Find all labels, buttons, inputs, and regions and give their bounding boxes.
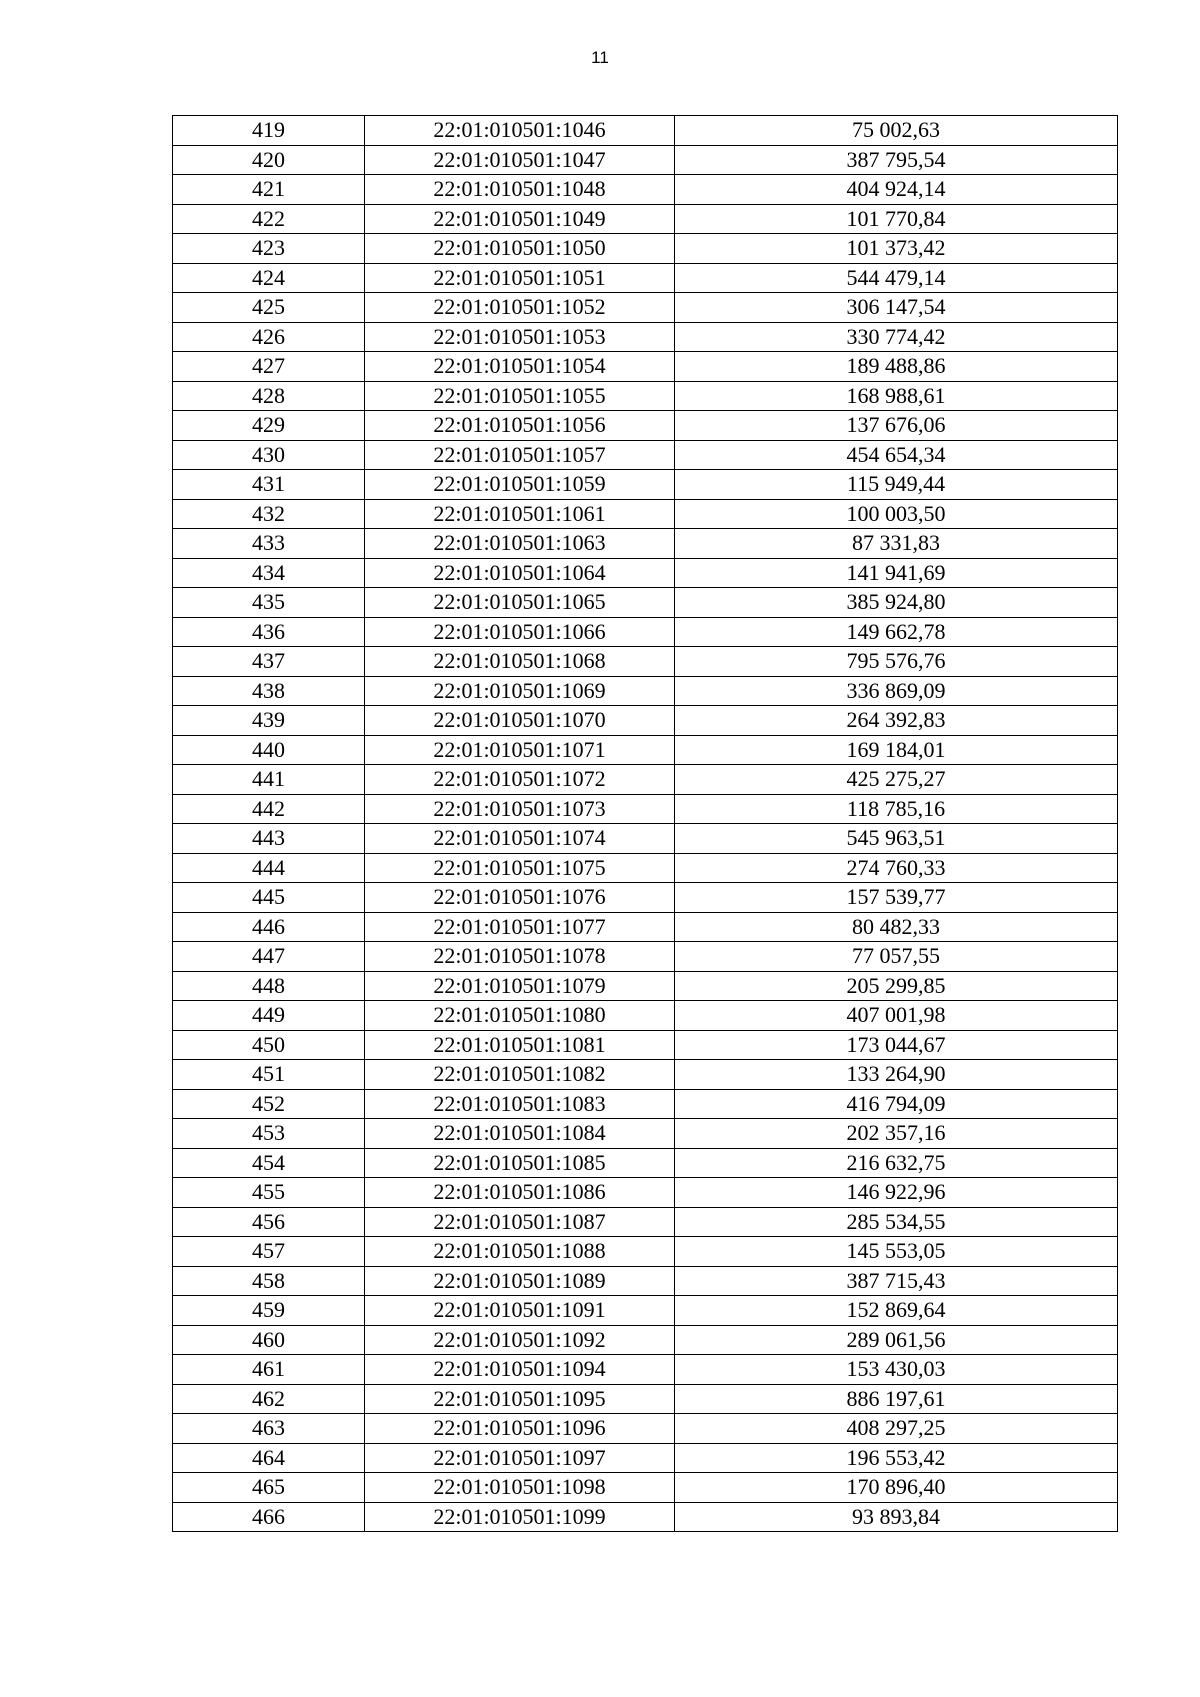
row-number-cell: 464 — [173, 1443, 365, 1473]
row-number-cell: 437 — [173, 647, 365, 677]
cadastral-number-cell: 22:01:010501:1072 — [365, 765, 675, 795]
table-row — [173, 293, 1118, 323]
cadastral-number-cell: 22:01:010501:1052 — [365, 293, 675, 323]
table-row — [173, 676, 1118, 706]
value-cell: 101 373,42 — [675, 234, 1118, 264]
cadastral-number-cell: 22:01:010501:1098 — [365, 1473, 675, 1503]
table-row — [173, 175, 1118, 205]
cadastral-number-cell: 22:01:010501:1071 — [365, 735, 675, 765]
row-number-cell: 455 — [173, 1178, 365, 1208]
row-number-cell: 443 — [173, 824, 365, 854]
cadastral-number-cell: 22:01:010501:1069 — [365, 676, 675, 706]
page-number: 11 — [591, 48, 609, 67]
table-row — [173, 263, 1118, 293]
row-number-cell: 435 — [173, 588, 365, 618]
table-row — [173, 1119, 1118, 1149]
table-row — [173, 1030, 1118, 1060]
table-row — [173, 1325, 1118, 1355]
table-row — [173, 470, 1118, 500]
table-row — [173, 971, 1118, 1001]
value-cell: 118 785,16 — [675, 794, 1118, 824]
row-number-cell: 425 — [173, 293, 365, 323]
value-cell: 157 539,77 — [675, 883, 1118, 913]
value-cell: 216 632,75 — [675, 1148, 1118, 1178]
cadastral-number-cell: 22:01:010501:1085 — [365, 1148, 675, 1178]
row-number-cell: 442 — [173, 794, 365, 824]
row-number-cell: 466 — [173, 1502, 365, 1532]
cadastral-number-cell: 22:01:010501:1079 — [365, 971, 675, 1001]
row-number-cell: 420 — [173, 145, 365, 175]
row-number-cell: 433 — [173, 529, 365, 559]
value-cell: 285 534,55 — [675, 1207, 1118, 1237]
cadastral-number-cell: 22:01:010501:1087 — [365, 1207, 675, 1237]
value-cell: 173 044,67 — [675, 1030, 1118, 1060]
value-cell: 330 774,42 — [675, 322, 1118, 352]
table-row — [173, 558, 1118, 588]
cadastral-number-cell: 22:01:010501:1091 — [365, 1296, 675, 1326]
cadastral-number-cell: 22:01:010501:1068 — [365, 647, 675, 677]
value-cell: 87 331,83 — [675, 529, 1118, 559]
table-row — [173, 499, 1118, 529]
row-number-cell: 449 — [173, 1001, 365, 1031]
value-cell: 169 184,01 — [675, 735, 1118, 765]
cadastral-number-cell: 22:01:010501:1064 — [365, 558, 675, 588]
row-number-cell: 436 — [173, 617, 365, 647]
row-number-cell: 462 — [173, 1384, 365, 1414]
cadastral-number-cell: 22:01:010501:1099 — [365, 1502, 675, 1532]
row-number-cell: 457 — [173, 1237, 365, 1267]
value-cell: 264 392,83 — [675, 706, 1118, 736]
cadastral-number-cell: 22:01:010501:1063 — [365, 529, 675, 559]
cadastral-number-cell: 22:01:010501:1053 — [365, 322, 675, 352]
cadastral-number-cell: 22:01:010501:1080 — [365, 1001, 675, 1031]
cadastral-number-cell: 22:01:010501:1046 — [365, 116, 675, 146]
cadastral-number-cell: 22:01:010501:1089 — [365, 1266, 675, 1296]
cadastral-number-cell: 22:01:010501:1095 — [365, 1384, 675, 1414]
row-number-cell: 424 — [173, 263, 365, 293]
cadastral-number-cell: 22:01:010501:1070 — [365, 706, 675, 736]
cadastral-number-cell: 22:01:010501:1051 — [365, 263, 675, 293]
table-row — [173, 381, 1118, 411]
table-row — [173, 1443, 1118, 1473]
table-row — [173, 647, 1118, 677]
table-row — [173, 853, 1118, 883]
table-row — [173, 1266, 1118, 1296]
cadastral-number-cell: 22:01:010501:1073 — [365, 794, 675, 824]
value-cell: 407 001,98 — [675, 1001, 1118, 1031]
cadastral-number-cell: 22:01:010501:1097 — [365, 1443, 675, 1473]
row-number-cell: 465 — [173, 1473, 365, 1503]
cadastral-number-cell: 22:01:010501:1055 — [365, 381, 675, 411]
value-cell: 146 922,96 — [675, 1178, 1118, 1208]
cadastral-number-cell: 22:01:010501:1076 — [365, 883, 675, 913]
value-cell: 170 896,40 — [675, 1473, 1118, 1503]
table-row — [173, 942, 1118, 972]
row-number-cell: 419 — [173, 116, 365, 146]
row-number-cell: 446 — [173, 912, 365, 942]
row-number-cell: 439 — [173, 706, 365, 736]
row-number-cell: 434 — [173, 558, 365, 588]
cadastral-number-cell: 22:01:010501:1057 — [365, 440, 675, 470]
table-row — [173, 912, 1118, 942]
value-cell: 306 147,54 — [675, 293, 1118, 323]
table-row — [173, 145, 1118, 175]
row-number-cell: 440 — [173, 735, 365, 765]
row-number-cell: 427 — [173, 352, 365, 382]
table-row — [173, 706, 1118, 736]
row-number-cell: 452 — [173, 1089, 365, 1119]
table-body — [173, 116, 1118, 1532]
cadastral-number-cell: 22:01:010501:1094 — [365, 1355, 675, 1385]
value-cell: 387 795,54 — [675, 145, 1118, 175]
value-cell: 795 576,76 — [675, 647, 1118, 677]
table-row — [173, 1001, 1118, 1031]
value-cell: 416 794,09 — [675, 1089, 1118, 1119]
table-row — [173, 1148, 1118, 1178]
row-number-cell: 422 — [173, 204, 365, 234]
row-number-cell: 448 — [173, 971, 365, 1001]
row-number-cell: 456 — [173, 1207, 365, 1237]
table-row — [173, 735, 1118, 765]
row-number-cell: 459 — [173, 1296, 365, 1326]
value-cell: 145 553,05 — [675, 1237, 1118, 1267]
row-number-cell: 458 — [173, 1266, 365, 1296]
cadastral-number-cell: 22:01:010501:1066 — [365, 617, 675, 647]
cadastral-number-cell: 22:01:010501:1047 — [365, 145, 675, 175]
table-row — [173, 234, 1118, 264]
row-number-cell: 460 — [173, 1325, 365, 1355]
row-number-cell: 445 — [173, 883, 365, 913]
value-cell: 544 479,14 — [675, 263, 1118, 293]
table-row — [173, 440, 1118, 470]
table-row — [173, 883, 1118, 913]
table-row — [173, 1296, 1118, 1326]
cadastral-number-cell: 22:01:010501:1083 — [365, 1089, 675, 1119]
row-number-cell: 450 — [173, 1030, 365, 1060]
table-row — [173, 1502, 1118, 1532]
table-row — [173, 617, 1118, 647]
value-cell: 133 264,90 — [675, 1060, 1118, 1090]
value-cell: 93 893,84 — [675, 1502, 1118, 1532]
table-row — [173, 1384, 1118, 1414]
row-number-cell: 451 — [173, 1060, 365, 1090]
value-cell: 149 662,78 — [675, 617, 1118, 647]
table-row — [173, 824, 1118, 854]
table-row — [173, 529, 1118, 559]
table-row — [173, 204, 1118, 234]
row-number-cell: 421 — [173, 175, 365, 205]
value-cell: 141 941,69 — [675, 558, 1118, 588]
data-table — [172, 115, 1118, 1532]
value-cell: 137 676,06 — [675, 411, 1118, 441]
table-row — [173, 1355, 1118, 1385]
cadastral-number-cell: 22:01:010501:1050 — [365, 234, 675, 264]
cadastral-number-cell: 22:01:010501:1096 — [365, 1414, 675, 1444]
table-row — [173, 1178, 1118, 1208]
row-number-cell: 461 — [173, 1355, 365, 1385]
table-row — [173, 794, 1118, 824]
cadastral-number-cell: 22:01:010501:1059 — [365, 470, 675, 500]
row-number-cell: 463 — [173, 1414, 365, 1444]
cadastral-number-cell: 22:01:010501:1074 — [365, 824, 675, 854]
value-cell: 100 003,50 — [675, 499, 1118, 529]
value-cell: 408 297,25 — [675, 1414, 1118, 1444]
row-number-cell: 444 — [173, 853, 365, 883]
row-number-cell: 454 — [173, 1148, 365, 1178]
row-number-cell: 426 — [173, 322, 365, 352]
cadastral-number-cell: 22:01:010501:1056 — [365, 411, 675, 441]
value-cell: 404 924,14 — [675, 175, 1118, 205]
value-cell: 80 482,33 — [675, 912, 1118, 942]
cadastral-number-cell: 22:01:010501:1049 — [365, 204, 675, 234]
table-row — [173, 322, 1118, 352]
table-row — [173, 1237, 1118, 1267]
cadastral-number-cell: 22:01:010501:1078 — [365, 942, 675, 972]
value-cell: 202 357,16 — [675, 1119, 1118, 1149]
cadastral-number-cell: 22:01:010501:1081 — [365, 1030, 675, 1060]
row-number-cell: 441 — [173, 765, 365, 795]
table-row — [173, 352, 1118, 382]
cadastral-number-cell: 22:01:010501:1092 — [365, 1325, 675, 1355]
row-number-cell: 438 — [173, 676, 365, 706]
table-row — [173, 588, 1118, 618]
cadastral-number-cell: 22:01:010501:1075 — [365, 853, 675, 883]
value-cell: 153 430,03 — [675, 1355, 1118, 1385]
value-cell: 425 275,27 — [675, 765, 1118, 795]
table-row — [173, 1414, 1118, 1444]
table-row — [173, 411, 1118, 441]
cadastral-number-cell: 22:01:010501:1054 — [365, 352, 675, 382]
value-cell: 152 869,64 — [675, 1296, 1118, 1326]
table-row — [173, 116, 1118, 146]
value-cell: 454 654,34 — [675, 440, 1118, 470]
table-row — [173, 1207, 1118, 1237]
row-number-cell: 447 — [173, 942, 365, 972]
value-cell: 886 197,61 — [675, 1384, 1118, 1414]
row-number-cell: 423 — [173, 234, 365, 264]
row-number-cell: 431 — [173, 470, 365, 500]
value-cell: 545 963,51 — [675, 824, 1118, 854]
table-row — [173, 1060, 1118, 1090]
row-number-cell: 453 — [173, 1119, 365, 1149]
row-number-cell: 432 — [173, 499, 365, 529]
cadastral-number-cell: 22:01:010501:1048 — [365, 175, 675, 205]
value-cell: 385 924,80 — [675, 588, 1118, 618]
cadastral-number-cell: 22:01:010501:1088 — [365, 1237, 675, 1267]
table-row — [173, 1089, 1118, 1119]
cadastral-number-cell: 22:01:010501:1061 — [365, 499, 675, 529]
cadastral-number-cell: 22:01:010501:1084 — [365, 1119, 675, 1149]
cadastral-number-cell: 22:01:010501:1086 — [365, 1178, 675, 1208]
value-cell: 336 869,09 — [675, 676, 1118, 706]
value-cell: 274 760,33 — [675, 853, 1118, 883]
table-row — [173, 1473, 1118, 1503]
cadastral-number-cell: 22:01:010501:1065 — [365, 588, 675, 618]
value-cell: 189 488,86 — [675, 352, 1118, 382]
value-cell: 168 988,61 — [675, 381, 1118, 411]
row-number-cell: 429 — [173, 411, 365, 441]
value-cell: 387 715,43 — [675, 1266, 1118, 1296]
value-cell: 205 299,85 — [675, 971, 1118, 1001]
value-cell: 101 770,84 — [675, 204, 1118, 234]
value-cell: 75 002,63 — [675, 116, 1118, 146]
cadastral-number-cell: 22:01:010501:1077 — [365, 912, 675, 942]
value-cell: 115 949,44 — [675, 470, 1118, 500]
row-number-cell: 428 — [173, 381, 365, 411]
value-cell: 77 057,55 — [675, 942, 1118, 972]
table-row — [173, 765, 1118, 795]
value-cell: 289 061,56 — [675, 1325, 1118, 1355]
row-number-cell: 430 — [173, 440, 365, 470]
cadastral-number-cell: 22:01:010501:1082 — [365, 1060, 675, 1090]
value-cell: 196 553,42 — [675, 1443, 1118, 1473]
